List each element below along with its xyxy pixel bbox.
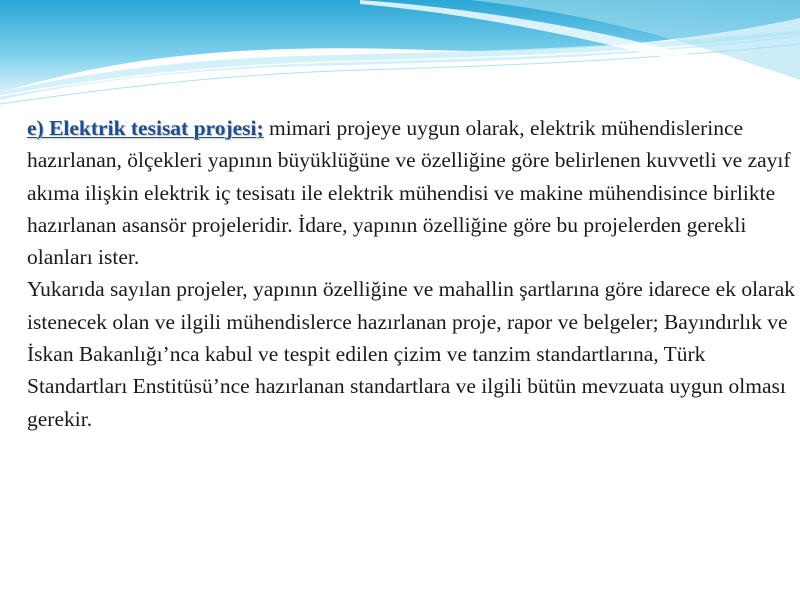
paragraph-electrical-project bbox=[27, 112, 797, 273]
slide-content bbox=[27, 112, 797, 435]
wave-header-decoration bbox=[0, 0, 800, 110]
paragraph-requirements: Yukarıda sayılan projeler, yapının özelliğine ve mahallin şartlarına göre idarece ek olarak istenecek olan ve ilgili mühendislerce hazırlanan proje, rapor ve belgeler; Bayındırlık ve İskan Bakanlığı’nca kabul ve tespit edilen çizim ve tanzim standartlarına, Türk Standartları Enstitüsü’nce hazırlanan standartlara ve ilgili bütün mevzuata uygun olması gerekir. bbox=[27, 277, 796, 431]
term-heading: e) Elektrik tesisat projesi; bbox=[27, 116, 264, 140]
paragraph-1-body: mimari projeye uygun olarak, elektrik mühendislerince hazırlanan, ölçekleri yapının büyüklüğüne ve özelliğine göre belirlenen kuvvetli ve zayıf akıma ilişkin elektrik iç tesisatı ile elektrik mühendisi ve makine mühendisince birlikte hazırlanan asansör projeleridir. İdare, yapının özelliğine göre bu projelerden gerekli olanları ister. bbox=[27, 116, 791, 270]
